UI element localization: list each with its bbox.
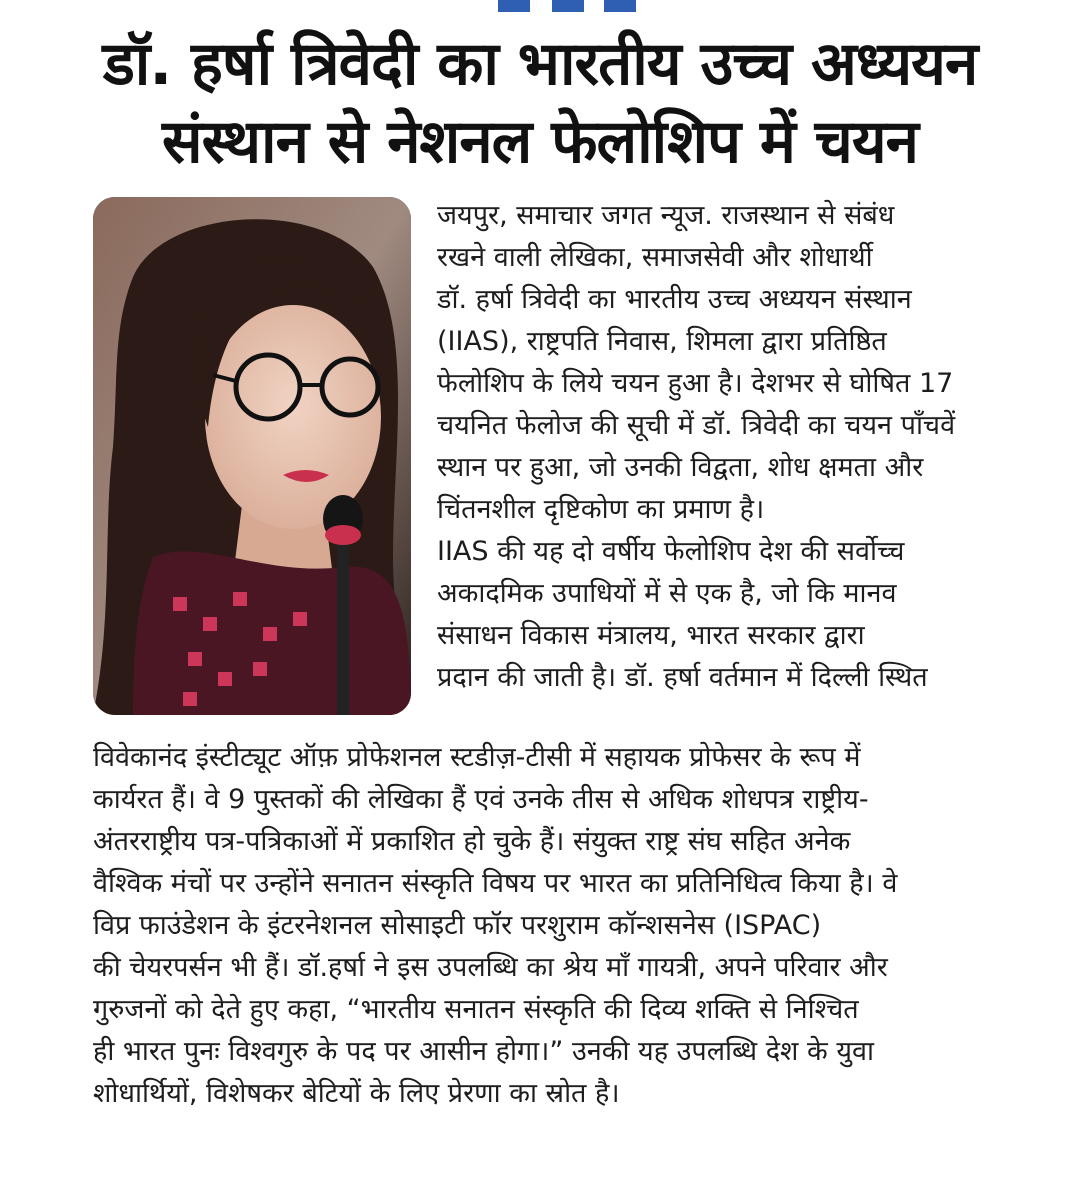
article-column-line: चयनित फेलोज की सूची में डॉ. त्रिवेदी का चयन पाँचवें	[437, 410, 956, 441]
top-blue-block	[498, 0, 530, 12]
article-column-line: स्थान पर हुआ, जो उनकी विद्वता, शोध क्षमता और	[437, 452, 924, 483]
article-column-line: प्रदान की जाती है। डॉ. हर्षा वर्तमान में दिल्ली स्थित	[437, 662, 928, 693]
article-full-line: की चेयरपर्सन भी हैं। डॉ.हर्षा ने इस उपलब्धि का श्रेय माँ गायत्री, अपने परिवार और	[93, 952, 888, 983]
article-full-line: अंतरराष्ट्रीय पत्र-पत्रिकाओं में प्रकाशित हो चुके हैं। संयुक्त राष्ट्र संघ सहित अनेक	[93, 826, 851, 857]
headline-line-2: संस्थान से नेशनल फेलोशिप में चयन	[162, 107, 918, 177]
article-column-line: चिंतनशील दृष्टिकोण का प्रमाण है।	[437, 494, 765, 525]
article-full-line: कार्यरत हैं। वे 9 पुस्तकों की लेखिका हैं एवं उनके तीस से अधिक शोधपत्र राष्ट्रीय-	[93, 784, 869, 815]
article-column-line: IIAS की यह दो वर्षीय फेलोशिप देश की सर्वोच्च	[437, 536, 905, 567]
article-full-line: शोधार्थियों, विशेषकर बेटियों के लिए प्रेरणा का स्रोत है।	[93, 1078, 620, 1109]
top-blue-block	[552, 0, 584, 12]
portrait-photo	[93, 197, 411, 715]
article-column-line: अकादमिक उपाधियों में से एक है, जो कि मानव	[437, 578, 897, 609]
article-column-line: डॉ. हर्षा त्रिवेदी का भारतीय उच्च अध्ययन संस्थान	[437, 284, 912, 315]
article-full-line: ही भारत पुनः विश्वगुरु के पद पर आसीन होगा।” उनकी यह उपलब्धि देश के युवा	[93, 1036, 874, 1067]
article-full-line: विवेकानंद इंस्टीट्यूट ऑफ़ प्रोफेशनल स्टडीज़-टीसी में सहायक प्रोफेसर के रूप में	[93, 742, 861, 773]
article-column-line: रखने वाली लेखिका, समाजसेवी और शोधार्थी	[437, 242, 873, 273]
article-column-line: जयपुर, समाचार जगत न्यूज. राजस्थान से संबंध	[437, 200, 895, 231]
top-decoration-strip	[0, 0, 1080, 16]
headline-line-1: डॉ. हर्षा त्रिवेदी का भारतीय उच्च अध्ययन	[102, 29, 978, 99]
article-full-line: वैश्विक मंचों पर उन्होंने सनातन संस्कृति विषय पर भारत का प्रतिनिधित्व किया है। वे	[93, 868, 898, 899]
top-blue-block	[604, 0, 636, 12]
article-column-line: संसाधन विकास मंत्रालय, भारत सरकार द्वारा	[437, 620, 865, 651]
article-full-line: विप्र फाउंडेशन के इंटरनेशनल सोसाइटी फॉर परशुराम कॉन्शसनेस (ISPAC)	[93, 910, 822, 941]
article-full-line: गुरुजनों को देते हुए कहा, “भारतीय सनातन संस्कृति की दिव्य शक्ति से निश्चित	[93, 994, 859, 1025]
article-column-line: (IIAS), राष्ट्रपति निवास, शिमला द्वारा प्रतिष्ठित	[437, 326, 887, 357]
article-column-line: फेलोशिप के लिये चयन हुआ है। देशभर से घोषित 17	[437, 368, 954, 399]
